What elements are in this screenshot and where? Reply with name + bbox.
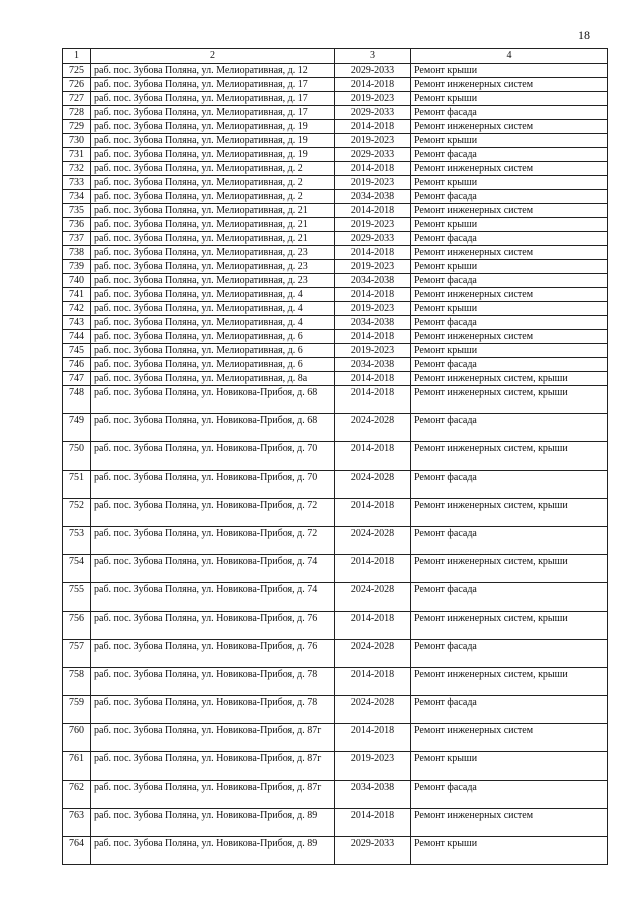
address-cell: раб. пос. Зубова Поляна, ул. Мелиоративная, д. 17	[91, 78, 335, 92]
table-row	[63, 344, 608, 358]
row-number: 751	[63, 470, 91, 498]
period-cell: 2024-2028	[335, 414, 411, 442]
address-cell: раб. пос. Зубова Поляна, ул. Новикова-Прибоя, д. 68	[91, 386, 335, 414]
row-number: 739	[63, 260, 91, 274]
period-cell: 2019-2023	[335, 218, 411, 232]
table-row	[63, 414, 608, 442]
table-row	[63, 288, 608, 302]
work-cell: Ремонт крыши	[411, 134, 608, 148]
address-cell: раб. пос. Зубова Поляна, ул. Новикова-Прибоя, д. 87г	[91, 724, 335, 752]
address-cell: раб. пос. Зубова Поляна, ул. Новикова-Прибоя, д. 76	[91, 639, 335, 667]
row-number: 743	[63, 316, 91, 330]
header-col-4: 4	[411, 49, 608, 64]
work-cell: Ремонт фасада	[411, 358, 608, 372]
address-cell: раб. пос. Зубова Поляна, ул. Мелиоративная, д. 6	[91, 330, 335, 344]
work-cell: Ремонт инженерных систем, крыши	[411, 611, 608, 639]
period-cell: 2034-2038	[335, 358, 411, 372]
address-cell: раб. пос. Зубова Поляна, ул. Новикова-Прибоя, д. 87г	[91, 752, 335, 780]
table-row	[63, 555, 608, 583]
address-cell: раб. пос. Зубова Поляна, ул. Мелиоративная, д. 23	[91, 260, 335, 274]
work-cell: Ремонт фасада	[411, 583, 608, 611]
row-number: 729	[63, 120, 91, 134]
row-number: 733	[63, 176, 91, 190]
address-cell: раб. пос. Зубова Поляна, ул. Новикова-Прибоя, д. 68	[91, 414, 335, 442]
header-col-2: 2	[91, 49, 335, 64]
table-row	[63, 837, 608, 865]
row-number: 725	[63, 64, 91, 78]
table-row	[63, 218, 608, 232]
address-cell: раб. пос. Зубова Поляна, ул. Новикова-Прибоя, д. 74	[91, 555, 335, 583]
table-row	[63, 162, 608, 176]
period-cell: 2024-2028	[335, 696, 411, 724]
period-cell: 2029-2033	[335, 232, 411, 246]
address-cell: раб. пос. Зубова Поляна, ул. Новикова-Прибоя, д. 70	[91, 442, 335, 470]
work-cell: Ремонт крыши	[411, 218, 608, 232]
work-cell: Ремонт фасада	[411, 696, 608, 724]
address-cell: раб. пос. Зубова Поляна, ул. Мелиоративная, д. 17	[91, 106, 335, 120]
table-row	[63, 780, 608, 808]
table-row	[63, 583, 608, 611]
table-row	[63, 134, 608, 148]
work-cell: Ремонт крыши	[411, 92, 608, 106]
row-number: 752	[63, 498, 91, 526]
row-number: 728	[63, 106, 91, 120]
table-row	[63, 752, 608, 780]
row-number: 756	[63, 611, 91, 639]
address-cell: раб. пос. Зубова Поляна, ул. Новикова-Прибоя, д. 72	[91, 498, 335, 526]
period-cell: 2024-2028	[335, 639, 411, 667]
header-row	[63, 49, 608, 64]
row-number: 726	[63, 78, 91, 92]
period-cell: 2034-2038	[335, 190, 411, 204]
row-number: 735	[63, 204, 91, 218]
work-cell: Ремонт инженерных систем, крыши	[411, 555, 608, 583]
period-cell: 2029-2033	[335, 148, 411, 162]
period-cell: 2014-2018	[335, 78, 411, 92]
address-cell: раб. пос. Зубова Поляна, ул. Мелиоративная, д. 2	[91, 162, 335, 176]
address-cell: раб. пос. Зубова Поляна, ул. Мелиоративная, д. 21	[91, 232, 335, 246]
address-cell: раб. пос. Зубова Поляна, ул. Новикова-Прибоя, д. 89	[91, 837, 335, 865]
table-row	[63, 274, 608, 288]
work-cell: Ремонт фасада	[411, 148, 608, 162]
address-cell: раб. пос. Зубова Поляна, ул. Мелиоративная, д. 6	[91, 344, 335, 358]
table-row	[63, 386, 608, 414]
table-row	[63, 316, 608, 330]
row-number: 741	[63, 288, 91, 302]
table-row	[63, 92, 608, 106]
period-cell: 2014-2018	[335, 498, 411, 526]
table-row	[63, 372, 608, 386]
table-row	[63, 442, 608, 470]
work-cell: Ремонт крыши	[411, 752, 608, 780]
period-cell: 2034-2038	[335, 274, 411, 288]
work-cell: Ремонт крыши	[411, 837, 608, 865]
table-row	[63, 358, 608, 372]
row-number: 762	[63, 780, 91, 808]
address-cell: раб. пос. Зубова Поляна, ул. Мелиоративная, д. 4	[91, 302, 335, 316]
table-row	[63, 639, 608, 667]
row-number: 746	[63, 358, 91, 372]
work-cell: Ремонт фасада	[411, 470, 608, 498]
row-number: 754	[63, 555, 91, 583]
work-cell: Ремонт фасада	[411, 526, 608, 554]
period-cell: 2019-2023	[335, 92, 411, 106]
row-number: 732	[63, 162, 91, 176]
row-number: 744	[63, 330, 91, 344]
row-number: 742	[63, 302, 91, 316]
period-cell: 2014-2018	[335, 204, 411, 218]
period-cell: 2024-2028	[335, 583, 411, 611]
address-cell: раб. пос. Зубова Поляна, ул. Новикова-Прибоя, д. 78	[91, 696, 335, 724]
row-number: 747	[63, 372, 91, 386]
table-row	[63, 302, 608, 316]
address-cell: раб. пос. Зубова Поляна, ул. Мелиоративная, д. 2	[91, 176, 335, 190]
work-cell: Ремонт фасада	[411, 274, 608, 288]
row-number: 755	[63, 583, 91, 611]
table-row	[63, 232, 608, 246]
row-number: 745	[63, 344, 91, 358]
period-cell: 2014-2018	[335, 162, 411, 176]
table-row	[63, 611, 608, 639]
row-number: 737	[63, 232, 91, 246]
period-cell: 2014-2018	[335, 330, 411, 344]
table-row	[63, 330, 608, 344]
address-cell: раб. пос. Зубова Поляна, ул. Мелиоративная, д. 4	[91, 316, 335, 330]
row-number: 730	[63, 134, 91, 148]
period-cell: 2019-2023	[335, 752, 411, 780]
period-cell: 2034-2038	[335, 780, 411, 808]
address-cell: раб. пос. Зубова Поляна, ул. Мелиоративная, д. 23	[91, 246, 335, 260]
address-cell: раб. пос. Зубова Поляна, ул. Мелиоративная, д. 21	[91, 218, 335, 232]
period-cell: 2014-2018	[335, 120, 411, 134]
table-row	[63, 498, 608, 526]
address-cell: раб. пос. Зубова Поляна, ул. Новикова-Прибоя, д. 74	[91, 583, 335, 611]
table-row	[63, 696, 608, 724]
row-number: 750	[63, 442, 91, 470]
page-number: 18	[578, 28, 590, 42]
work-cell: Ремонт крыши	[411, 344, 608, 358]
period-cell: 2014-2018	[335, 246, 411, 260]
period-cell: 2014-2018	[335, 808, 411, 836]
row-number: 764	[63, 837, 91, 865]
address-cell: раб. пос. Зубова Поляна, ул. Мелиоративная, д. 6	[91, 358, 335, 372]
work-cell: Ремонт инженерных систем, крыши	[411, 667, 608, 695]
period-cell: 2014-2018	[335, 372, 411, 386]
work-cell: Ремонт инженерных систем, крыши	[411, 498, 608, 526]
period-cell: 2019-2023	[335, 176, 411, 190]
work-cell: Ремонт фасада	[411, 639, 608, 667]
row-number: 748	[63, 386, 91, 414]
row-number: 758	[63, 667, 91, 695]
table-row	[63, 176, 608, 190]
work-cell: Ремонт инженерных систем, крыши	[411, 386, 608, 414]
row-number: 753	[63, 526, 91, 554]
row-number: 740	[63, 274, 91, 288]
period-cell: 2014-2018	[335, 386, 411, 414]
period-cell: 2019-2023	[335, 260, 411, 274]
table-row	[63, 724, 608, 752]
period-cell: 2014-2018	[335, 611, 411, 639]
work-cell: Ремонт инженерных систем	[411, 246, 608, 260]
address-cell: раб. пос. Зубова Поляна, ул. Мелиоративная, д. 8а	[91, 372, 335, 386]
address-cell: раб. пос. Зубова Поляна, ул. Мелиоративная, д. 23	[91, 274, 335, 288]
work-cell: Ремонт инженерных систем	[411, 808, 608, 836]
address-cell: раб. пос. Зубова Поляна, ул. Мелиоративная, д. 19	[91, 148, 335, 162]
work-cell: Ремонт крыши	[411, 302, 608, 316]
work-cell: Ремонт крыши	[411, 64, 608, 78]
address-cell: раб. пос. Зубова Поляна, ул. Новикова-Прибоя, д. 78	[91, 667, 335, 695]
period-cell: 2034-2038	[335, 316, 411, 330]
period-cell: 2019-2023	[335, 302, 411, 316]
address-cell: раб. пос. Зубова Поляна, ул. Новикова-Прибоя, д. 87г	[91, 780, 335, 808]
table-row	[63, 120, 608, 134]
address-cell: раб. пос. Зубова Поляна, ул. Мелиоративная, д. 2	[91, 190, 335, 204]
table-row	[63, 106, 608, 120]
work-cell: Ремонт инженерных систем	[411, 162, 608, 176]
work-cell: Ремонт инженерных систем	[411, 120, 608, 134]
table-row	[63, 808, 608, 836]
period-cell: 2029-2033	[335, 837, 411, 865]
repair-schedule-table	[62, 48, 608, 865]
period-cell: 2014-2018	[335, 667, 411, 695]
row-number: 731	[63, 148, 91, 162]
period-cell: 2029-2033	[335, 64, 411, 78]
table-row	[63, 190, 608, 204]
table-row	[63, 148, 608, 162]
address-cell: раб. пос. Зубова Поляна, ул. Новикова-Прибоя, д. 70	[91, 470, 335, 498]
address-cell: раб. пос. Зубова Поляна, ул. Мелиоративная, д. 19	[91, 134, 335, 148]
period-cell: 2024-2028	[335, 526, 411, 554]
work-cell: Ремонт фасада	[411, 316, 608, 330]
work-cell: Ремонт инженерных систем, крыши	[411, 442, 608, 470]
work-cell: Ремонт инженерных систем	[411, 78, 608, 92]
row-number: 757	[63, 639, 91, 667]
row-number: 727	[63, 92, 91, 106]
table-row	[63, 470, 608, 498]
work-cell: Ремонт крыши	[411, 176, 608, 190]
work-cell: Ремонт инженерных систем	[411, 724, 608, 752]
period-cell: 2029-2033	[335, 106, 411, 120]
table-row	[63, 78, 608, 92]
period-cell: 2019-2023	[335, 344, 411, 358]
period-cell: 2014-2018	[335, 724, 411, 752]
work-cell: Ремонт инженерных систем	[411, 204, 608, 218]
row-number: 738	[63, 246, 91, 260]
work-cell: Ремонт фасада	[411, 232, 608, 246]
row-number: 759	[63, 696, 91, 724]
row-number: 734	[63, 190, 91, 204]
table-header	[63, 49, 608, 64]
period-cell: 2014-2018	[335, 555, 411, 583]
address-cell: раб. пос. Зубова Поляна, ул. Мелиоративная, д. 17	[91, 92, 335, 106]
work-cell: Ремонт фасада	[411, 190, 608, 204]
period-cell: 2019-2023	[335, 134, 411, 148]
period-cell: 2014-2018	[335, 442, 411, 470]
table-row	[63, 667, 608, 695]
row-number: 763	[63, 808, 91, 836]
row-number: 760	[63, 724, 91, 752]
address-cell: раб. пос. Зубова Поляна, ул. Мелиоративная, д. 12	[91, 64, 335, 78]
work-cell: Ремонт инженерных систем, крыши	[411, 372, 608, 386]
address-cell: раб. пос. Зубова Поляна, ул. Мелиоративная, д. 21	[91, 204, 335, 218]
header-col-1: 1	[63, 49, 91, 64]
work-cell: Ремонт фасада	[411, 106, 608, 120]
address-cell: раб. пос. Зубова Поляна, ул. Новикова-Прибоя, д. 72	[91, 526, 335, 554]
row-number: 749	[63, 414, 91, 442]
table-row	[63, 246, 608, 260]
period-cell: 2014-2018	[335, 288, 411, 302]
work-cell: Ремонт фасада	[411, 780, 608, 808]
row-number: 761	[63, 752, 91, 780]
address-cell: раб. пос. Зубова Поляна, ул. Мелиоративная, д. 19	[91, 120, 335, 134]
row-number: 736	[63, 218, 91, 232]
work-cell: Ремонт крыши	[411, 260, 608, 274]
address-cell: раб. пос. Зубова Поляна, ул. Мелиоративная, д. 4	[91, 288, 335, 302]
work-cell: Ремонт фасада	[411, 414, 608, 442]
period-cell: 2024-2028	[335, 470, 411, 498]
address-cell: раб. пос. Зубова Поляна, ул. Новикова-Прибоя, д. 76	[91, 611, 335, 639]
work-cell: Ремонт инженерных систем	[411, 330, 608, 344]
table-row	[63, 526, 608, 554]
header-col-3: 3	[335, 49, 411, 64]
address-cell: раб. пос. Зубова Поляна, ул. Новикова-Прибоя, д. 89	[91, 808, 335, 836]
table-row	[63, 64, 608, 78]
work-cell: Ремонт инженерных систем	[411, 288, 608, 302]
table-body	[63, 64, 608, 865]
table-row	[63, 260, 608, 274]
table-row	[63, 204, 608, 218]
